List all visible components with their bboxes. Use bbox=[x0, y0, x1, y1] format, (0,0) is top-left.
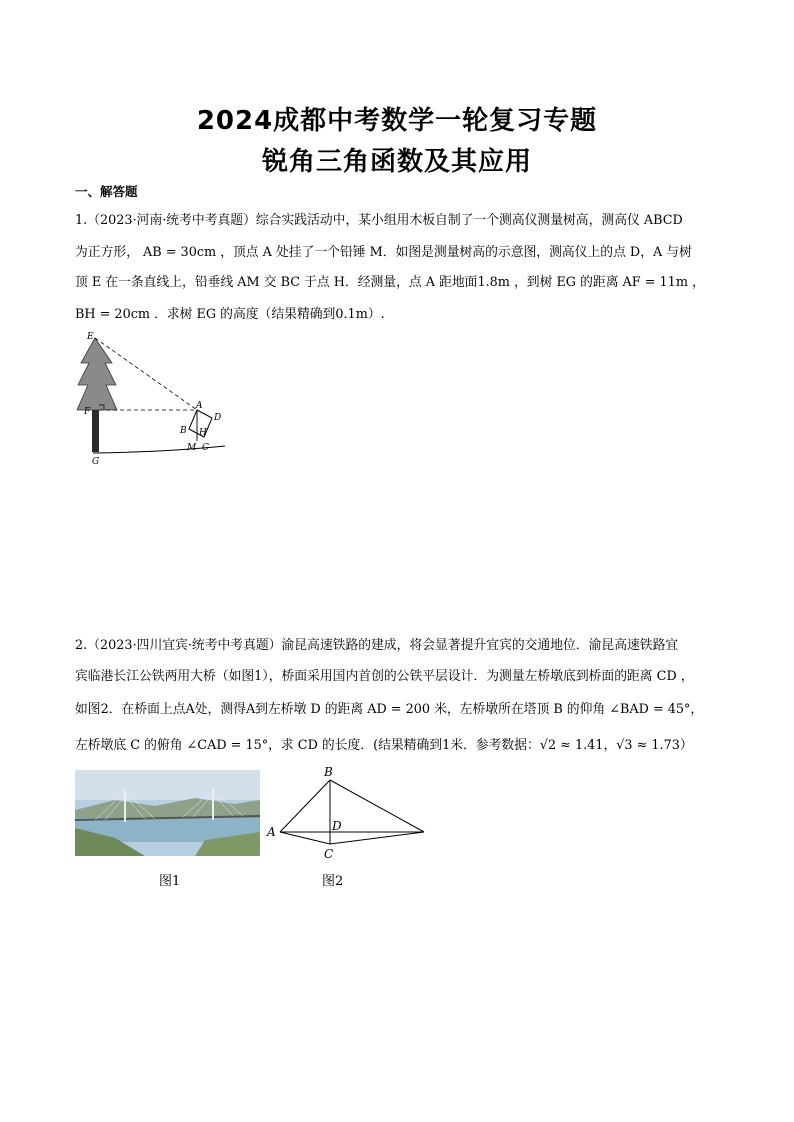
q2-triangle-figure bbox=[262, 762, 432, 862]
tree-trunk bbox=[92, 410, 99, 452]
q1-line-3: 顶 E 在一条直线上，铅垂线 AM 交 BC 于点 H．经测量，点 A 距地面1.8m ，到树 EG 的距离 AF = 11m ， bbox=[75, 275, 705, 290]
q2-line-1: 2.（2023·四川宜宾·统考中考真题）渝昆高速铁路的建成，将会显著提升宜宾的交通地位．渝昆高速铁路宜 bbox=[75, 638, 679, 653]
label-g: G bbox=[92, 457, 100, 467]
figure-1-caption: 图1 bbox=[159, 874, 181, 889]
section-heading: 一、解答题 bbox=[75, 184, 138, 199]
label-a2: A bbox=[267, 825, 276, 839]
label-a: A bbox=[196, 401, 203, 411]
q1-line-1: 1.（2023·河南·统考中考真题）综合实践活动中，某小组用木板自制了一个测高仪测量树高，测高仪 ABCD bbox=[75, 213, 683, 228]
label-d2: D bbox=[332, 819, 342, 833]
q1-tree-figure bbox=[75, 328, 240, 468]
q2-line-3: 如图2．在桥面上点A处，测得A到左桥墩 D 的距离 AD = 200 米，左桥墩所在塔顶 B 的仰角 ∠BAD = 45°， bbox=[75, 702, 704, 717]
tree-canopy bbox=[77, 338, 117, 410]
label-m: M bbox=[187, 443, 197, 453]
page-title-line1: 2024成都中考数学一轮复习专题 bbox=[196, 106, 598, 136]
q1-line-2: 为正方形， AB = 30cm ，顶点 A 处挂了一个铅锤 M．如图是测量树高的示意图，测高仪上的点 D，A 与树 bbox=[75, 245, 692, 260]
label-e: E bbox=[87, 332, 94, 342]
label-h: H bbox=[199, 428, 207, 438]
label-b2: B bbox=[324, 765, 333, 779]
label-d: D bbox=[214, 413, 222, 423]
page-title-line2: 锐角三角函数及其应用 bbox=[261, 147, 532, 177]
label-f: F bbox=[84, 407, 91, 417]
label-c2: C bbox=[324, 847, 334, 861]
q1-line-4: BH = 20cm ．求树 EG 的高度（结果精确到0.1m）. bbox=[75, 307, 385, 322]
figure-2-caption: 图2 bbox=[322, 874, 344, 889]
bridge-photo bbox=[75, 770, 260, 856]
label-b: B bbox=[180, 426, 187, 436]
label-c: C bbox=[202, 443, 209, 453]
q2-line-2: 宾临港长江公铁两用大桥（如图1），桥面采用国内首创的公铁平层设计．为测量左桥墩底到桥面的距离 CD ， bbox=[75, 669, 694, 684]
q2-line-4: 左桥墩底 C 的俯角 ∠CAD = 15°，求 CD 的长度．(结果精确到1米．参考数据：√2 ≈ 1.41，√3 ≈ 1.73） bbox=[75, 738, 693, 753]
